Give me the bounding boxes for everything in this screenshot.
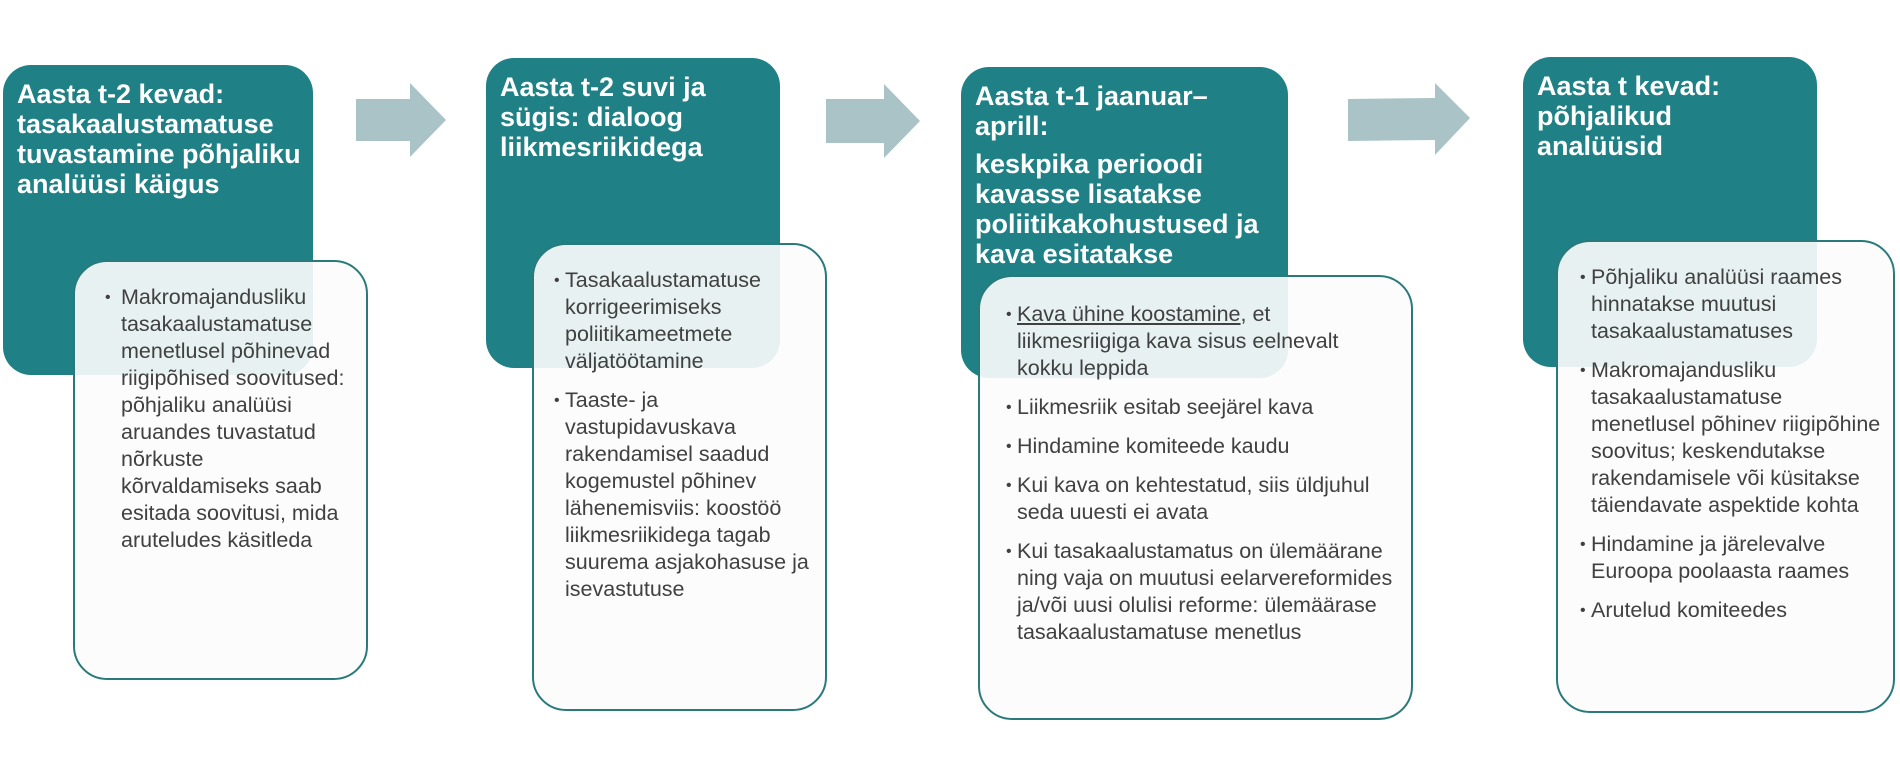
- stage-3-card: [978, 275, 1413, 720]
- stage-4-bullet: • Arutelud komiteedes: [1580, 597, 1883, 624]
- stage-3-bullet: • Kui kava on kehtestatud, siis üldjuhul seda uuesti ei avata: [1006, 472, 1397, 526]
- right-arrow-icon: [1346, 82, 1476, 162]
- right-arrow-icon: [824, 83, 924, 163]
- stage-2-card: [532, 243, 827, 711]
- stage-4-card: [1556, 240, 1895, 713]
- stage-3-bullet: • Hindamine komiteede kaudu: [1006, 433, 1397, 460]
- stage-1-card: [73, 260, 368, 680]
- stage-3-bullets: [1006, 301, 1397, 646]
- stage-1-title: Aasta t-2 kevad: tasakaalustamatuse tuvastamine põhjaliku analüüsi käigus: [17, 79, 301, 199]
- stage-3-underlined-text: Kava ühine koostamine: [1017, 302, 1241, 326]
- stage-4-title: Aasta t kevad: põhjalikud analüüsid: [1537, 71, 1721, 161]
- stage-3-subtitle: keskpika perioodi kavasse lisatakse poliitikakohustused ja kava esitatakse: [975, 149, 1259, 269]
- stage-3-bullet: • Kui tasakaalustamatus on ülemäärane ning vaja on muutusi eelarvereformides ja/või uusi olulisi reforme: ülemäärase tasakaalustamatuse menetlus: [1006, 538, 1397, 646]
- stage-4-bullet: • Makromajandusliku tasakaalustamatuse menetlusel põhinev riigipõhine soovitus; keskendutakse rakendamisele või küsitakse täiendavate aspektide kohta: [1580, 357, 1883, 519]
- stage-3-bullet-rest: , et liikmesriigiga kava sisus eelnevalt kokku leppida: [1017, 302, 1339, 380]
- stage-3-bullet: • Liikmesriik esitab seejärel kava: [1006, 394, 1397, 421]
- stage-2-title: Aasta t-2 suvi ja sügis: dialoog liikmesriikidega: [500, 72, 706, 162]
- stage-2-bullet: • Taaste- ja vastupidavuskava rakendamisel saadud kogemustel põhinev lähenemisviis: koostöö liikmesriikidega tagab suurema asjakohasuse ja isevastutuse: [554, 387, 815, 603]
- stage-1-bullets: [105, 284, 352, 554]
- right-arrow-icon: [354, 82, 454, 162]
- stage-2-bullets: [554, 267, 815, 603]
- stage-4-bullet: • Põhjaliku analüüsi raames hinnatakse muutusi tasakaalustamatuses: [1580, 264, 1883, 345]
- stage-3-title: Aasta t-1 jaanuar–aprill:: [975, 81, 1208, 141]
- stage-4-bullet: • Hindamine ja järelevalve Euroopa poolaasta raames: [1580, 531, 1883, 585]
- stage-4-bullets: [1580, 264, 1883, 624]
- stage-3-bullet: [1006, 301, 1397, 382]
- stage-2-bullet: • Tasakaalustamatuse korrigeerimiseks poliitikameetmete väljatöötamine: [554, 267, 815, 375]
- stage-1-bullet: • Makromajandusliku tasakaalustamatuse menetlusel põhinevad riigipõhised soovitused: põhjaliku analüüsi aruandes tuvastatud nõrkuste kõrvaldamiseks saab esitada soovitusi, mida aruteludes käsitleda: [105, 284, 352, 554]
